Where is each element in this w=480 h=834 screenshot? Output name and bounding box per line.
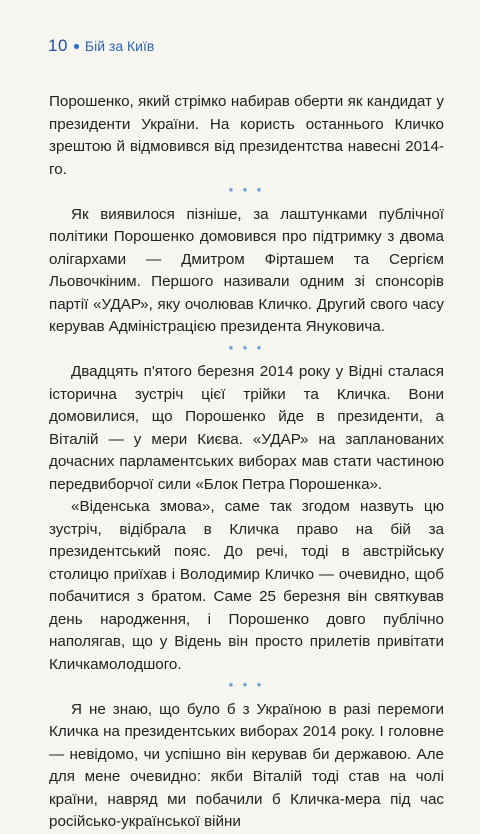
paragraph-3: Двадцять п'ятого березня 2014 року у Відні сталася історична зустріч цієї трійки та Кличка. Вони домовилися, що Порошенко йде в президенти, а Віталій — у мери Києва. «УДАР» на запланованих дочасних парламентських виборах мав стати частиною передвиборчої сили «Блок Петра Порошенка». (49, 363, 444, 493)
paragraph-1: Порошенко, який стрімко набирав оберти як кандидат у президенти України. На користь останнього Кличко зрештою й відмовився від президентства навесні 2014-го. (49, 93, 444, 178)
paragraph-5: Я не знаю, що було б з Україною в разі перемоги Кличка на президентських виборах 2014 року. І головне — невідомо, чи успішно він керував би державою. Але для мене очевидно: якби Віталій тоді став на чолі країни, навряд ми побачили б Кличка-мера під час російсько-української війни (49, 700, 444, 830)
running-header (48, 36, 154, 56)
page-body (49, 91, 444, 834)
book-title: Бій за Київ (84, 38, 155, 54)
section-separator: * * * (228, 342, 265, 357)
page-number: 10 (48, 36, 68, 55)
bullet-dot-icon (74, 44, 79, 49)
paragraph-4: «Віденська змова», саме так згодом назвуть цю зустріч, відібрала в Кличка право на бій за президентський пояс. До речі, тоді в австрійську столицю приїхав і Володимир Кличко — очевидно, щоб побачитися з братом. Саме 25 березня він святкував день народження, і Порошенко довго публічно наполягав, що у Відень він просто прилетів привітати Кличкамолодшого. (49, 498, 444, 673)
paragraph-2: Як виявилося пізніше, за лаштунками публічної політики Порошенко домовився про підтримку з двома олігархами — Дмитром Фірташем та Сергієм Льовочкіним. Першого називали одним зі спонсорів партії «УДАР», яку очолював Кличко. Другий свого часу керував Адміністрацією президента Януковича. (49, 205, 444, 335)
section-separator: * * * (228, 680, 265, 694)
section-separator: * * * (228, 185, 265, 199)
